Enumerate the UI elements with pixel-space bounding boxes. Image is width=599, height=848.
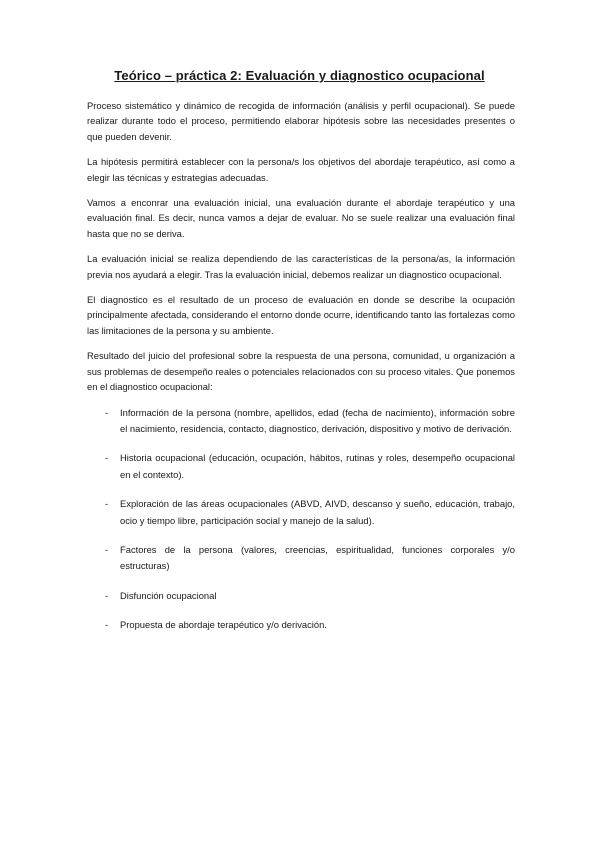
- list-item: [87, 542, 515, 575]
- bullet-marker: -: [105, 498, 109, 510]
- list-item-text: Factores de la persona (valores, creencias, espiritualidad, funciones corporales y/o estructuras): [120, 543, 515, 572]
- list-item-text: Disfunción ocupacional: [120, 589, 217, 601]
- list-item: [87, 450, 515, 483]
- paragraph-initial-evaluation: La evaluación inicial se realiza dependiendo de las características de la persona/as, la información previa nos ayudará a elegir. Tras la evaluación inicial, debemos realizar un diagnostico ocupacional.: [87, 253, 515, 280]
- document-title: Teórico – práctica 2: Evaluación y diagnostico ocupacional: [114, 68, 485, 83]
- bullet-marker: -: [105, 452, 109, 464]
- bullet-marker: -: [105, 619, 109, 631]
- list-item-text: Propuesta de abordaje terapéutico y/o derivación.: [120, 619, 327, 631]
- list-item-text: Historia ocupacional (educación, ocupación, hábitos, rutinas y roles, desempeño ocupacional en el contexto).: [120, 452, 515, 480]
- bullet-marker: -: [105, 406, 109, 418]
- bullet-marker: -: [105, 589, 109, 601]
- paragraph-professional-judgment: Resultado del juicio del profesional sobre la respuesta de una persona, comunidad, u organización a sus problemas de desempeño reales o potenciales relacionados con su proceso vitales. Que ponemos en el diagnostico ocupacional:: [87, 350, 515, 393]
- list-item: [87, 588, 515, 604]
- list-item: [87, 617, 515, 633]
- list-item: [87, 405, 515, 438]
- document-body: [87, 98, 515, 647]
- list-item-text: Información de la persona (nombre, apellidos, edad (fecha de nacimiento), información sobre el nacimiento, residencia, contacto, diagnostico, derivación, dispositivo y motivo de derivación.: [120, 406, 515, 434]
- paragraph-diagnosis: El diagnostico es el resultado de un proceso de evaluación en donde se describe la ocupación principalmente afectada, considerando el entorno donde ocurre, identificando tanto las fortalezas como las limitaciones de la persona y su ambiente.: [87, 294, 515, 336]
- paragraph-definition: Proceso sistemático y dinámico de recogida de información (análisis y perfil ocupacional). Se puede realizar durante todo el proceso, permitiendo elaborar hipótesis sobre las necesidades presentes o que pueden devenir.: [87, 100, 515, 142]
- list-item-text: Exploración de las áreas ocupacionales (ABVD, AIVD, descanso y sueño, educación, trabajo, ocio y tiempo libre, participación social y manejo de la salud).: [120, 498, 515, 526]
- paragraph-hypothesis: La hipótesis permitirá establecer con la persona/s los objetivos del abordaje terapéutico, así como a elegir las técnicas y estrategias adecuadas.: [87, 156, 515, 183]
- bullet-marker: -: [105, 543, 109, 555]
- diagnosis-contents-list: [87, 405, 515, 634]
- list-item: [87, 496, 515, 529]
- paragraph-evaluation-types: Vamos a enconrar una evaluación inicial, una evaluación durante el abordaje terapéutico y una evaluación final. Es decir, nunca vamos a dejar de evaluar. No se suele realizar una evaluación final hasta que no se deriva.: [87, 197, 515, 239]
